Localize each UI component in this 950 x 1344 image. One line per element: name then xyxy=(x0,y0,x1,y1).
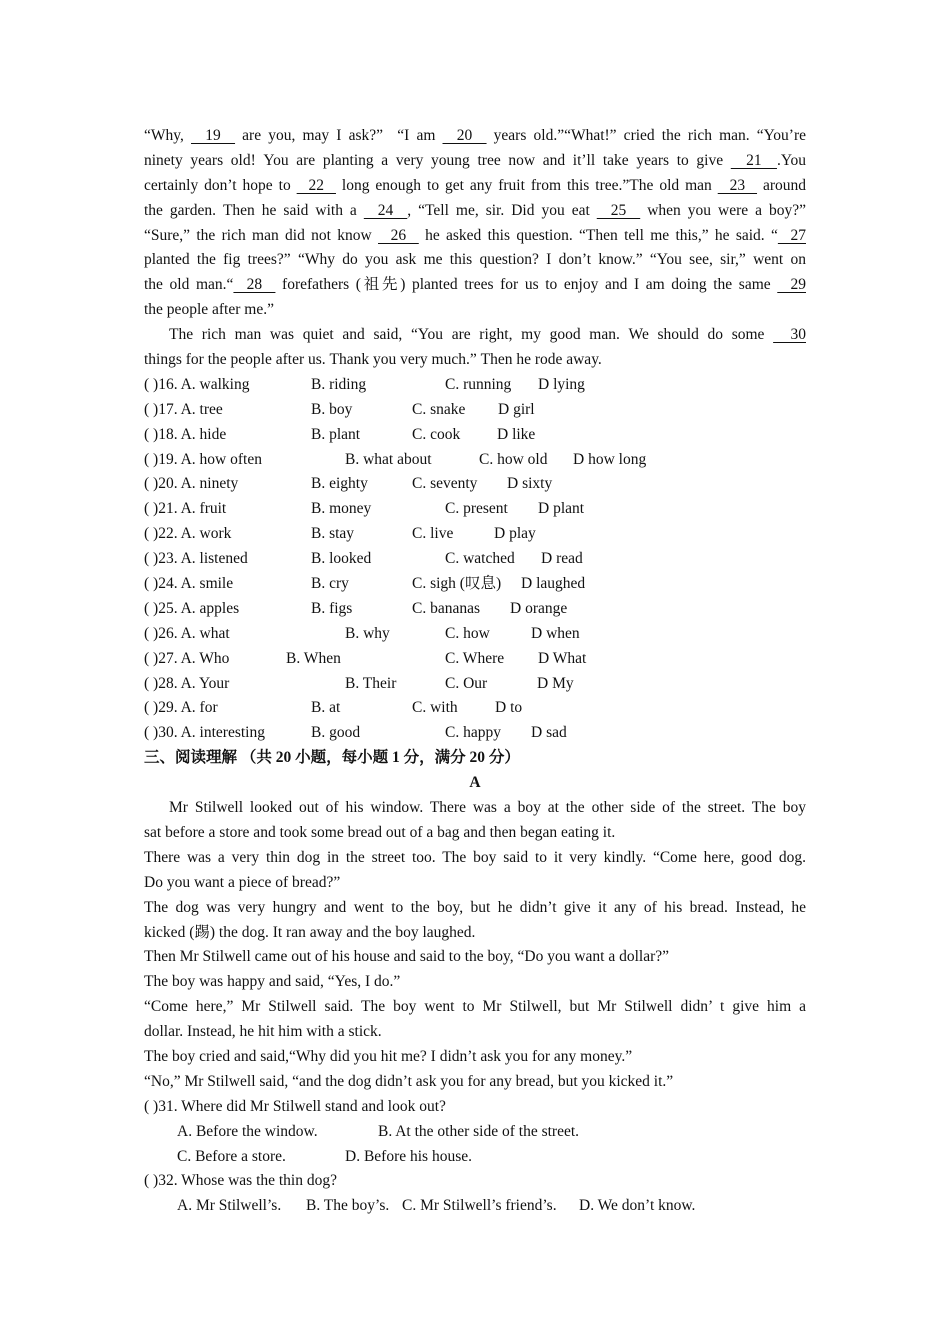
text-line xyxy=(144,248,806,273)
text-run: .You xyxy=(776,151,806,169)
question-option-c: C. sigh (叹息) xyxy=(412,575,502,593)
passage-line: Then Mr Stilwell came out of his house and said to the boy, “Do you want a dollar?” xyxy=(144,948,670,966)
text-run: certainly don’t hope to xyxy=(144,176,297,194)
question-option-c: C. snake xyxy=(412,400,466,418)
blank: 23 xyxy=(717,176,758,194)
question-row xyxy=(144,647,806,672)
question-option-d: D how long xyxy=(573,450,647,468)
question-option-a: ( )25. A. apples xyxy=(144,599,240,617)
answer-option: A. Before the window. xyxy=(177,1122,318,1140)
passage-line: kicked (踢) the dog. It ran away and the boy laughed. xyxy=(144,923,476,941)
question-option-a: ( )26. A. what xyxy=(144,624,230,642)
question-option-c: C. running xyxy=(445,375,512,393)
blank: 28 xyxy=(233,276,276,294)
answer-option: B. At the other side of the street. xyxy=(378,1122,580,1140)
question-option-d: D girl xyxy=(498,400,535,418)
question-option-b: B. Their xyxy=(345,674,397,692)
question-row xyxy=(144,672,806,697)
question-row xyxy=(144,721,806,746)
text-line xyxy=(144,348,806,373)
question-option-a: ( )29. A. for xyxy=(144,699,218,717)
question-option-b: B. what about xyxy=(345,450,432,468)
question-option-d: D laughed xyxy=(521,575,586,593)
answer-row xyxy=(144,1145,806,1170)
question-row xyxy=(144,522,806,547)
question-option-c: C. with xyxy=(412,699,458,717)
question-option-a: ( )17. A. tree xyxy=(144,400,223,418)
reading-question: ( )31. Where did Mr Stilwell stand and look out? xyxy=(144,1097,446,1115)
blank: 29 xyxy=(777,276,806,294)
question-row xyxy=(144,398,806,423)
question-option-c: C. Where xyxy=(445,649,505,667)
question-row xyxy=(144,547,806,572)
question-option-a: ( )30. A. interesting xyxy=(144,724,265,742)
question-option-c: C. seventy xyxy=(412,475,478,493)
text-line xyxy=(144,149,806,174)
exam-page xyxy=(144,124,806,1219)
question-row xyxy=(144,622,806,647)
question-option-a: ( )22. A. work xyxy=(144,525,232,543)
section-title: 三、阅读理解 （共 20 小题，每小题 1 分，满分 20 分） xyxy=(144,749,520,767)
question-option-d: D to xyxy=(495,699,523,717)
question-option-b: B. figs xyxy=(311,599,353,617)
question-option-d: D lying xyxy=(538,375,585,393)
text-run: are you, may I ask?” “I am xyxy=(235,127,443,144)
question-row xyxy=(144,373,806,398)
passage-line: dollar. Instead, he hit him with a stick. xyxy=(144,1023,382,1041)
passage-line: sat before a store and took some bread out of a bag and then began eating it. xyxy=(144,823,616,841)
question-option-a: ( )20. A. ninety xyxy=(144,475,239,493)
passage-line: There was a very thin dog in the street too. The boy said to it very kindly. “Come here, good dog. xyxy=(144,848,806,866)
passage-label: A xyxy=(469,774,481,792)
question-option-b: B. eighty xyxy=(311,475,368,493)
question-row xyxy=(144,497,806,522)
text-run: “Sure,” the rich man did not know xyxy=(144,226,379,244)
text-run: The rich man was quiet and said, “You are right, my good man. We should do some xyxy=(169,326,774,344)
question-option-b: B. cry xyxy=(311,575,349,593)
blank: 21 xyxy=(730,151,777,169)
question-option-d: D orange xyxy=(510,599,568,617)
question-option-c: C. cook xyxy=(412,425,461,443)
passage-line: “Come here,” Mr Stilwell said. The boy went to Mr Stilwell, but Mr Stilwell didn’ t give him a xyxy=(144,998,806,1016)
text-line xyxy=(144,174,806,199)
text-line xyxy=(144,323,806,348)
question-option-b: B. at xyxy=(311,699,341,717)
question-option-b: B. When xyxy=(286,649,341,667)
passage-line: “No,” Mr Stilwell said, “and the dog didn’t ask you for any bread, but you kicked it.” xyxy=(144,1072,674,1090)
text-run: planted the fig trees?” “Why do you ask me this question? I don’t know.” “You see, sir,” went on xyxy=(144,251,806,269)
question-option-d: D sad xyxy=(531,724,567,742)
question-option-d: D when xyxy=(531,624,580,642)
question-option-c: C. present xyxy=(445,500,508,518)
answer-option: C. Before a store. xyxy=(177,1147,286,1165)
question-option-d: D What xyxy=(538,649,587,667)
text-run: things for the people after us. Thank you very much.” Then he rode away. xyxy=(144,351,602,369)
question-row xyxy=(144,448,806,473)
question-option-a: ( )21. A. fruit xyxy=(144,500,227,518)
question-option-c: C. happy xyxy=(445,724,501,742)
answer-option: C. Mr Stilwell’s friend’s. xyxy=(402,1197,557,1215)
question-row xyxy=(144,423,806,448)
question-option-b: B. money xyxy=(311,500,372,518)
text-run: when you were a boy?” xyxy=(640,201,806,219)
reading-question: ( )32. Whose was the thin dog? xyxy=(144,1172,337,1190)
question-option-b: B. stay xyxy=(311,525,355,543)
question-option-c: C. Our xyxy=(445,674,488,692)
question-row xyxy=(144,696,806,721)
question-option-b: B. good xyxy=(311,724,361,742)
answer-option: D. Before his house. xyxy=(345,1147,472,1165)
text-line xyxy=(144,124,806,149)
blank: 24 xyxy=(363,201,408,219)
text-line xyxy=(144,273,806,298)
cloze-question-list xyxy=(144,373,806,746)
text-run: the garden. Then he said with a xyxy=(144,201,364,219)
blank: 20 xyxy=(442,127,487,144)
question-option-c: C. how xyxy=(445,624,490,642)
question-option-c: C. how old xyxy=(479,450,548,468)
text-run: “Why, xyxy=(144,127,192,144)
text-run: , “Tell me, sir. Did you eat xyxy=(407,201,597,219)
question-option-b: B. boy xyxy=(311,400,353,418)
text-run: years old.”“What!” cried the rich man. “You’re xyxy=(486,127,806,144)
question-option-d: D read xyxy=(541,550,583,568)
question-option-c: C. live xyxy=(412,525,454,543)
question-option-d: D sixty xyxy=(507,475,553,493)
passage-line: Mr Stilwell looked out of his window. There was a boy at the other side of the street. The boy xyxy=(169,799,806,817)
text-run: the people after me.” xyxy=(144,301,274,319)
question-option-d: D My xyxy=(537,674,574,692)
answer-row xyxy=(144,1194,806,1219)
reading-question-list xyxy=(144,1095,806,1219)
question-row xyxy=(144,597,806,622)
blank: 26 xyxy=(378,226,419,244)
answer-row xyxy=(144,1120,806,1145)
text-line xyxy=(144,298,806,323)
question-option-a: ( )23. A. listened xyxy=(144,550,248,568)
question-option-a: ( )16. A. walking xyxy=(144,375,250,393)
question-option-b: B. looked xyxy=(311,550,372,568)
text-run: ninety years old! You are planting a very young tree now and it’ll take years to give xyxy=(144,151,731,169)
passage-line: Do you want a piece of bread?” xyxy=(144,873,341,891)
question-option-a: ( )24. A. smile xyxy=(144,575,234,593)
question-option-a: ( )27. A. Who xyxy=(144,649,230,667)
text-run: forefathers (祖先) planted trees for us to enjoy and I am doing the same xyxy=(275,276,778,294)
question-option-c: C. watched xyxy=(445,550,515,568)
text-line xyxy=(144,224,806,249)
cloze-passage xyxy=(144,124,806,323)
question-option-d: D plant xyxy=(538,500,585,518)
passage-line: The dog was very hungry and went to the boy, but he didn’t give it any of his bread. Instead, he xyxy=(144,898,806,916)
cloze-passage-paragraph-2 xyxy=(144,323,806,373)
question-option-a: ( )28. A. Your xyxy=(144,674,230,692)
text-line xyxy=(144,199,806,224)
text-run: he asked this question. “Then tell me this,” he said. “ xyxy=(418,226,778,244)
blank: 27 xyxy=(777,226,806,244)
question-option-d: D like xyxy=(497,425,536,443)
blank: 30 xyxy=(773,326,806,344)
answer-option: B. The boy’s. xyxy=(306,1197,390,1215)
answer-option: D. We don’t know. xyxy=(579,1197,696,1215)
text-run: around xyxy=(757,176,806,194)
text-run: long enough to get any fruit from this tree.”The old man xyxy=(335,176,718,194)
question-option-b: B. why xyxy=(345,624,390,642)
reading-passage xyxy=(144,796,806,1095)
question-option-d: D play xyxy=(494,525,536,543)
passage-line: The boy cried and said,“Why did you hit me? I didn’t ask you for any money.” xyxy=(144,1047,633,1065)
answer-option: A. Mr Stilwell’s. xyxy=(177,1197,282,1215)
blank: 19 xyxy=(191,127,236,144)
question-row xyxy=(144,572,806,597)
blank: 25 xyxy=(596,201,641,219)
question-option-a: ( )18. A. hide xyxy=(144,425,227,443)
blank: 22 xyxy=(296,176,336,194)
question-option-a: ( )19. A. how often xyxy=(144,450,262,468)
question-row xyxy=(144,472,806,497)
question-option-b: B. riding xyxy=(311,375,367,393)
text-run: the old man.“ xyxy=(144,276,234,294)
question-option-c: C. bananas xyxy=(412,599,481,617)
question-option-b: B. plant xyxy=(311,425,361,443)
passage-line: The boy was happy and said, “Yes, I do.” xyxy=(144,973,401,991)
